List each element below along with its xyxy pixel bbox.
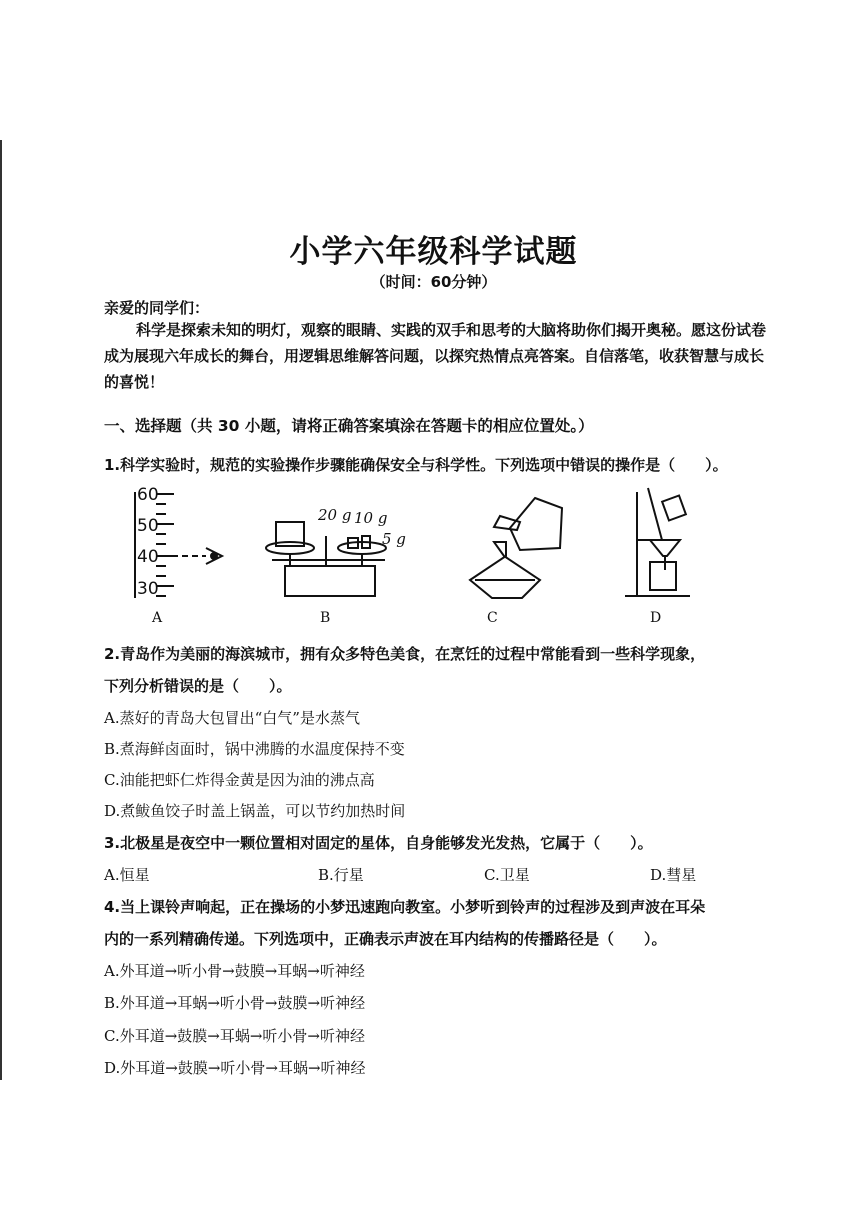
question-2-option-d: D.煮鲅鱼饺子时盖上锅盖，可以节约加热时间 [104, 802, 406, 820]
question-3-option-b: B.行星 [318, 866, 364, 884]
question-2-stem-line1: 2.青岛作为美丽的海滨城市，拥有众多特色美食，在烹饪的过程中常能看到一些科学现象， [104, 645, 706, 663]
question-4-stem-line1: 4.当上课铃声响起，正在操场的小梦迅速跑向教室。小梦听到铃声的过程涉及到声波在耳朵 [104, 898, 706, 916]
intro-paragraph: 科学是探索未知的明灯，观察的眼睛、实践的双手和思考的大脑将助你们揭开奥秘。愿这份试卷成为展现六年成长的舞台，用逻辑思维解答问题，以探究热情点亮答案。自信落笔，收获智慧与成长的喜悦！ [104, 321, 767, 391]
filter-stand [625, 488, 690, 596]
weight-label-20g: 20 g [318, 506, 352, 524]
figure-label-c: C [487, 610, 498, 626]
pouring-flask [470, 498, 562, 598]
weight-label-10g: 10 g [354, 509, 388, 527]
section-heading-multiple-choice: 一、选择题（共 30 小题，请将正确答案填涂在答题卡的相应位置处。） [104, 417, 594, 435]
figure-label-a: A [152, 610, 163, 626]
figure-label-b: B [320, 610, 331, 626]
question-3-stem: 3.北极星是夜空中一颗位置相对固定的星体，自身能够发光发热，它属于（ ）。 [104, 834, 653, 852]
question-2-option-a: A.蒸好的青岛大包冒出“白气”是水蒸气 [104, 709, 360, 727]
tick-label-60: 60 [137, 485, 159, 505]
tick-label-40: 40 [137, 547, 159, 567]
weight-label-5g: 5 g [382, 530, 406, 548]
question-3-option-c: C.卫星 [484, 866, 530, 884]
greeting: 亲爱的同学们： [104, 299, 210, 317]
figure-label-d: D [650, 610, 662, 626]
question-3-option-d: D.彗星 [650, 866, 697, 884]
question-4-option-c: C.外耳道→鼓膜→耳蜗→听小骨→听神经 [104, 1027, 365, 1045]
cylinder-scale [156, 494, 174, 596]
exam-duration: （时间：60分钟） [370, 273, 497, 291]
question-4-option-b: B.外耳道→耳蜗→听小骨→鼓膜→听神经 [104, 994, 366, 1012]
question-2-stem-line2: 下列分析错误的是（ ）。 [104, 677, 292, 695]
tick-label-50: 50 [137, 516, 159, 536]
question-3-option-a: A.恒星 [104, 866, 150, 884]
question-2-option-b: B.煮海鲜卤面时，锅中沸腾的水温度保持不变 [104, 740, 405, 758]
question-1-stem: 1.科学实验时，规范的实验操作步骤能确保安全与科学性。下列选项中错误的操作是（ ）。 [104, 456, 728, 474]
exam-title: 小学六年级科学试题 [289, 234, 578, 270]
balance-scale [266, 522, 386, 596]
question-2-option-c: C.油能把虾仁炸得金黄是因为油的沸点高 [104, 771, 375, 789]
tick-label-30: 30 [137, 579, 159, 599]
question-4-option-d: D.外耳道→鼓膜→听小骨→耳蜗→听神经 [104, 1059, 366, 1077]
question-4-option-a: A.外耳道→听小骨→鼓膜→耳蜗→听神经 [104, 962, 365, 980]
question-4-stem-line2: 内的一系列精确传递。下列选项中，正确表示声波在耳内结构的传播路径是（ ）。 [104, 930, 667, 948]
